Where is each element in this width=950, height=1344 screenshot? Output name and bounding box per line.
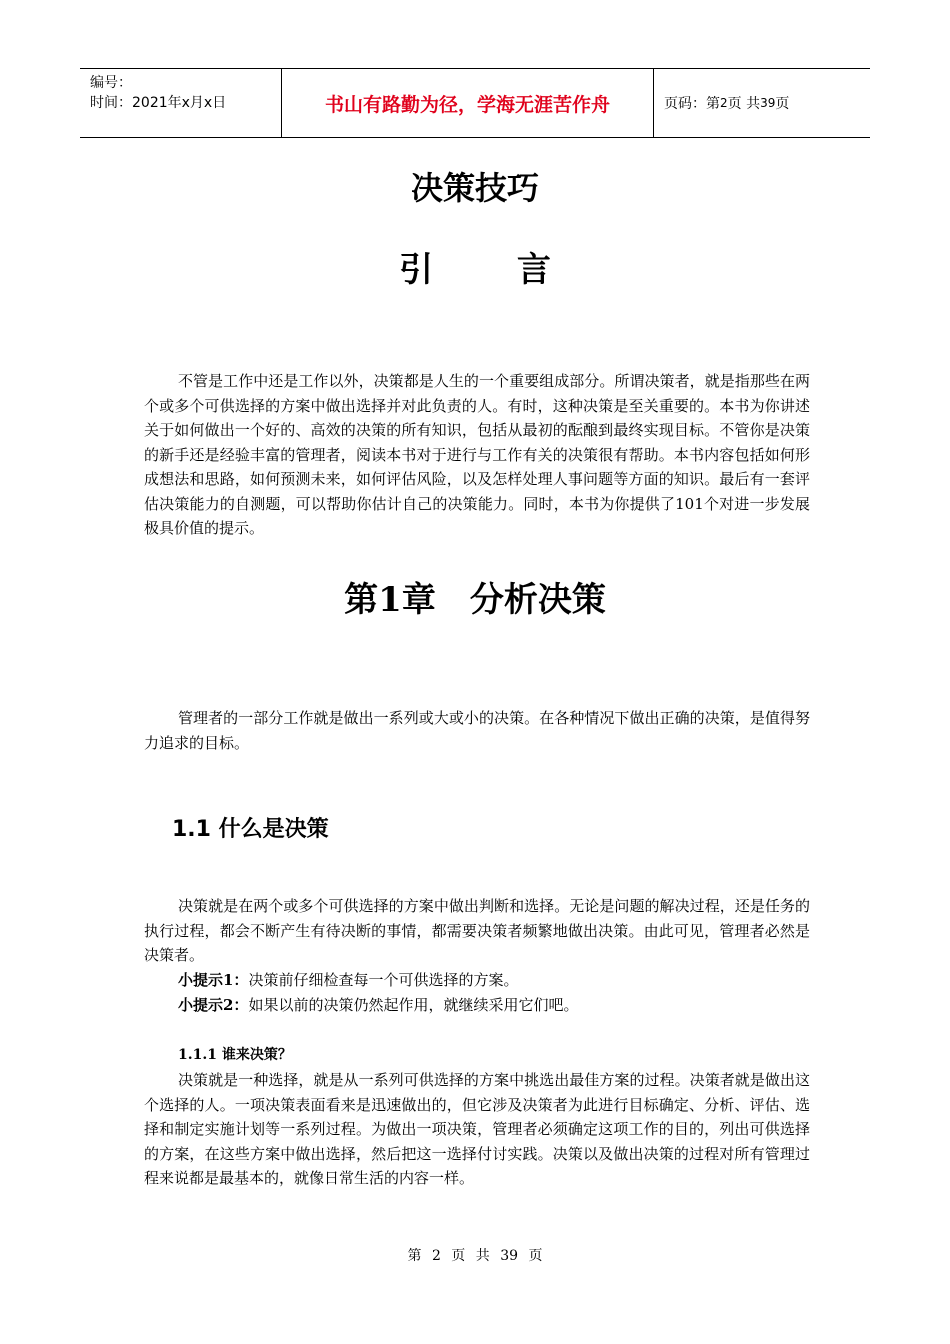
subsection-heading: 1.1.1 谁来决策？ <box>178 1047 292 1063</box>
tip-2 <box>178 993 578 1017</box>
chapter-heading: 第1章 分析决策 <box>344 580 606 620</box>
tip-1-label: 小提示1： <box>178 971 249 989</box>
page-number: 2 <box>720 96 728 110</box>
tip-1 <box>178 968 518 992</box>
tip-2-text: 如果以前的决策仍然起作用，就继续采用它们吧。 <box>248 996 579 1014</box>
header-motto: 书山有路勤为径，学海无涯苦作舟 <box>281 69 654 137</box>
page-total: 39 <box>760 96 776 110</box>
document-title: 决策技巧 <box>410 169 539 207</box>
page-footer: 第 2 页 共 39 页 <box>407 1248 543 1264</box>
header-page-info <box>654 69 870 137</box>
section-paragraph: 决策就是在两个或多个可供选择的方案中做出判断和选择。无论是问题的解决过程，还是任务的执行过程，都会不断产生有待决断的事情，都需要决策者频繁地做出决策。由此可见，管理者必然是决策者。 <box>144 897 810 964</box>
page-label: 页码：第 <box>664 96 720 112</box>
intro-paragraph: 不管是工作中还是工作以外，决策都是人生的一个重要组成部分。所谓决策者，就是指那些在两个或多个可供选择的方案中做出选择并对此负责的人。有时，这种决策是至关重要的。本书为你讲述关于如何做出一个好的、高效的决策的所有知识，包括从最初的酝酿到最终实现目标。不管你是决策的新手还是经验丰富的管理者，阅读本书对于进行与工作有关的决策很有帮助。本书内容包括如何形成想法和思路，如何预测未来，如何评估风险，以及怎样处理人事问题等方面的知识。最后有一套评估决策能力的自测题，可以帮助你估计自己的决策能力。同时，本书为你提供了101个对进一步发展极具价值的提示。 <box>144 372 810 537</box>
tip-2-label: 小提示2： <box>178 996 249 1014</box>
page-end-label: 页 <box>775 96 790 112</box>
header-info-cell <box>80 69 281 137</box>
tip-1-text: 决策前仔细检查每一个可供选择的方案。 <box>248 971 519 989</box>
page-mid-label: 页 共 <box>727 96 761 112</box>
section-heading: 1.1 什么是决策 <box>172 817 329 842</box>
intro-heading: 引 言 <box>399 250 587 290</box>
subsection-paragraph: 决策就是一种选择，就是从一系列可供选择的方案中挑选出最佳方案的过程。决策者就是做出这个选择的人。一项决策表面看来是迅速做出的，但它涉及决策者为此进行目标确定、分析、评估、选择和制定实施计划等一系列过程。为做出一项决策，管理者必须确定这项工作的目的，列出可供选择的方案，在这些方案中做出选择，然后把这一选择付讨实践。决策以及做出决策的过程对所有管理过程来说都是最基本的，就像日常生活的内容一样。 <box>144 1071 810 1187</box>
number-label: 编号： <box>90 75 132 91</box>
date-label: 时间：2021年x月x日 <box>90 95 227 111</box>
document-header <box>80 68 870 138</box>
chapter-paragraph: 管理者的一部分工作就是做出一系列或大或小的决策。在各种情况下做出正确的决策，是值得努力追求的目标。 <box>144 709 810 752</box>
